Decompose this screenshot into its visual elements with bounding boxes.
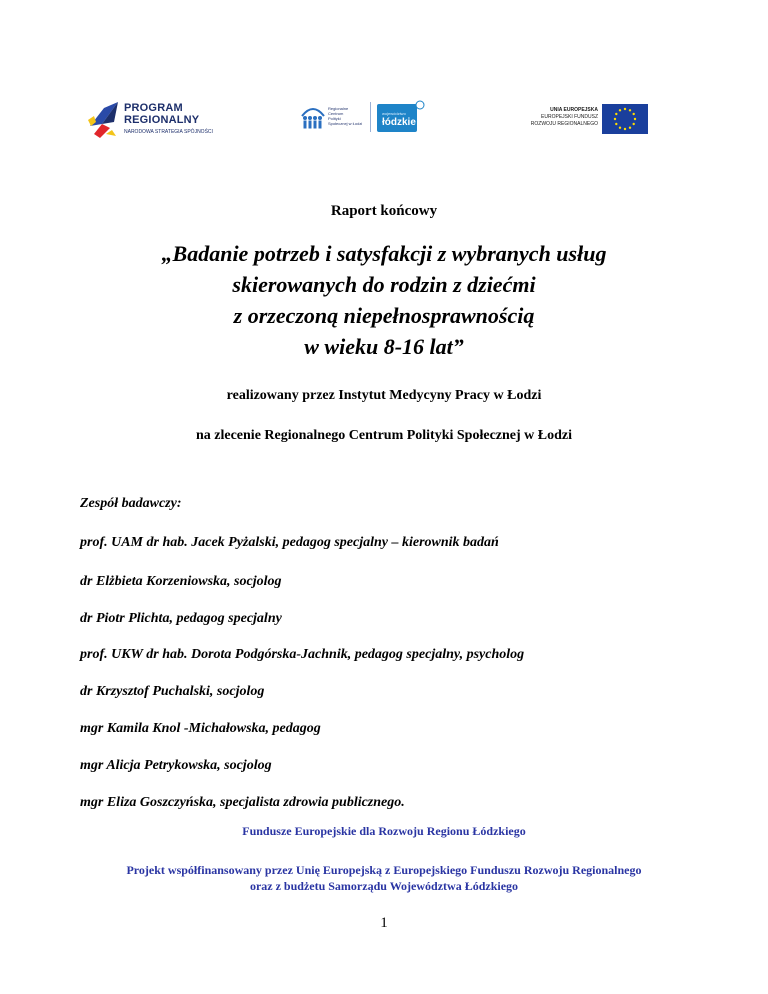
- eu-flag-icon: [602, 104, 648, 134]
- title-line: z orzeczoną niepełnosprawnością: [233, 303, 535, 328]
- title-line: „Badanie potrzeb i satysfakcji z wybranych usług: [161, 241, 607, 266]
- project-cofinancing-line1: Projekt współfinansowany przez Unię Europejską z Europejskiego Funduszu Rozwoju Regionalnego: [126, 863, 642, 877]
- logo-row: [0, 98, 768, 148]
- program-regionalny-emblem-icon: [88, 98, 122, 140]
- program-logo-line3: NARODOWA STRATEGIA SPÓJNOŚCI: [124, 129, 213, 135]
- program-regionalny-logo: [88, 98, 228, 143]
- team-member: prof. UAM dr hab. Jacek Pyżalski, pedagog specjalny – kierownik badań: [80, 535, 499, 550]
- commissioned-by: na zlecenie Regionalnego Centrum Polityki Społecznej w Łodzi: [195, 428, 573, 443]
- team-member: dr Elżbieta Korzeniowska, socjolog: [80, 574, 282, 589]
- team-member: mgr Alicja Petrykowska, socjolog: [80, 758, 272, 773]
- rcps-logo: [300, 102, 372, 136]
- lodzkie-logo-small: województwo: [382, 111, 406, 116]
- team-member: mgr Kamila Knol -Michałowska, pedagog: [80, 721, 321, 736]
- program-logo-line2: REGIONALNY: [124, 114, 200, 126]
- team-member: mgr Eliza Goszczyńska, specjalista zdrowia publicznego.: [80, 795, 405, 810]
- lodzkie-badge-icon: [415, 100, 425, 110]
- page-number: 1: [380, 915, 388, 931]
- lodzkie-logo: [377, 104, 425, 132]
- logo-divider: [370, 102, 371, 132]
- funds-line: Fundusze Europejskie dla Rozwoju Regionu Łódzkiego: [242, 824, 526, 838]
- eu-logo-line3: ROZWOJU REGIONALNEGO: [530, 121, 598, 127]
- rcps-people-icon: [300, 102, 326, 132]
- realized-by: realizowany przez Instytut Medycyny Pracy w Łodzi: [226, 388, 542, 403]
- eu-logo-line1: UNIA EUROPEJSKA: [550, 107, 598, 113]
- team-heading: Zespół badawczy:: [80, 496, 182, 511]
- team-member: dr Krzysztof Puchalski, socjolog: [80, 684, 265, 699]
- lodzkie-logo-big: łódzkie: [382, 117, 416, 128]
- program-logo-line1: PROGRAM: [124, 102, 183, 114]
- team-member: prof. UKW dr hab. Dorota Podgórska-Jachnik, pedagog specjalny, psycholog: [80, 647, 525, 662]
- rcps-logo-text: Regionalne Centrum Polityki Społecznej w Łodzi: [328, 106, 363, 126]
- title-line: skierowanych do rodzin z dziećmi: [232, 272, 536, 297]
- eu-logo-line2: EUROPEJSKI FUNDUSZ: [541, 114, 598, 120]
- report-subtitle: Raport końcowy: [330, 203, 438, 219]
- eu-logo: [530, 104, 648, 134]
- title-line: w wieku 8-16 lat”: [304, 334, 464, 359]
- project-cofinancing-line2: oraz z budżetu Samorządu Województwa Łódzkiego: [249, 879, 519, 893]
- report-title: [0, 238, 768, 362]
- team-member: dr Piotr Plichta, pedagog specjalny: [80, 611, 282, 626]
